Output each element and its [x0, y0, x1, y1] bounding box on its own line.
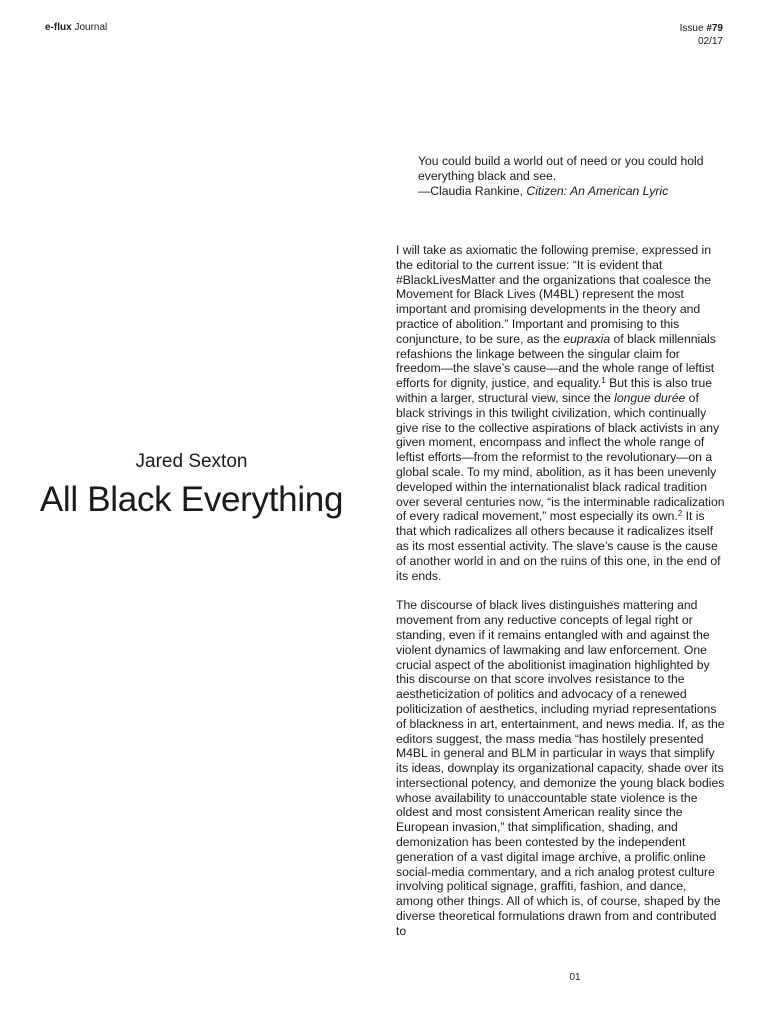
p1-text-c: But this is also true within a larger, structural view, since the	[396, 376, 713, 405]
issue-number: #79	[706, 23, 723, 34]
issue-date: 02/17	[697, 36, 723, 47]
article-title: All Black Everything	[39, 480, 344, 519]
journal-header	[45, 22, 107, 34]
epigraph-source: Citizen: An American Lyric	[526, 184, 669, 198]
epigraph-quote: You could build a world out of need or you could hold everything black and see.	[418, 154, 704, 183]
term-eupraxia: eupraxia	[563, 331, 611, 346]
p1-text-e: It is that which radicalizes all others because it radicalizes itself as its most essential activity. The slave’s cause is the cause of another world in and on the ruins of this one, in the end of its ends.	[396, 509, 721, 583]
epigraph-author: —Claudia Rankine,	[418, 184, 524, 198]
article-body	[396, 243, 726, 954]
publication-name: Journal	[74, 22, 108, 33]
epigraph	[418, 154, 728, 199]
paragraph-1	[396, 243, 726, 583]
epigraph-attribution	[418, 184, 728, 199]
article-author: Jared Sexton	[135, 451, 248, 472]
issue-info	[680, 22, 723, 48]
paragraph-2: The discourse of black lives distinguishes mattering and movement from any reductive concepts of legal right or standing, even if it remains entangled with and against the violent dynamics of lawmaking and law enforcement. One crucial aspect of the abolitionist imagination highlighted by this discourse on that score involves resistance to the aestheticization of politics and advocacy of a renewed politicization of aesthetics, including myriad representations of blackness in art, entertainment, and news media. If, as the editors suggest, the mass media “has hostilely presented M4BL in general and BLM in particular in ways that simplify its ideas, downplay its organizational capacity, shade over its intersectional potency, and demonize the young black bodies whose availability to unaccountable state violence is the oldest and most consistent American reality since the European invasion,” that simplification, shading, and demonization has been contested by the independent generation of a vast digital image archive, a prolific online social-media commentary, and a rich analog protest culture involving political signage, graffiti, fashion, and dance, among other things. All of which is, of course, shaped by the diverse theoretical formulations drawn from and contributed to	[396, 598, 725, 938]
p1-text-a: I will take as axiomatic the following premise, expressed in the editorial to the current issue: “It is evident that #BlackLivesMatter and the organizations that coalesce the Movement for Black Lives (M4BL) represent the most important and promising developments in the theory and practice of abolition.” Important and promising to this conjuncture, to be sure, as the	[396, 243, 712, 346]
term-longue-duree: longue durée	[614, 390, 686, 405]
footnote-ref-1[interactable]: 1	[601, 376, 606, 386]
issue-label: Issue	[679, 23, 704, 34]
p1-text-b: of black millennials refashions the linkage between the singular claim for freedom—the slave’s cause—and the whole range of leftist efforts for dignity, justice, and equality.	[396, 331, 716, 391]
page-number: 01	[569, 972, 581, 983]
p1-text-d: of black strivings in this twilight civilization, which continually give rise to the collective aspirations of black activists in any given moment, encompass and inflect the whole range of leftist efforts—from the reformist to the revolutionary—on a global scale. To my mind, abolition, as it has been unevenly developed within the internationalist black radical tradition over several centuries now, “is the interminable radicalization of every radical movement,” most especially its own.	[396, 390, 725, 524]
brand-name: e-flux	[45, 22, 72, 33]
footnote-ref-2[interactable]: 2	[677, 509, 683, 519]
